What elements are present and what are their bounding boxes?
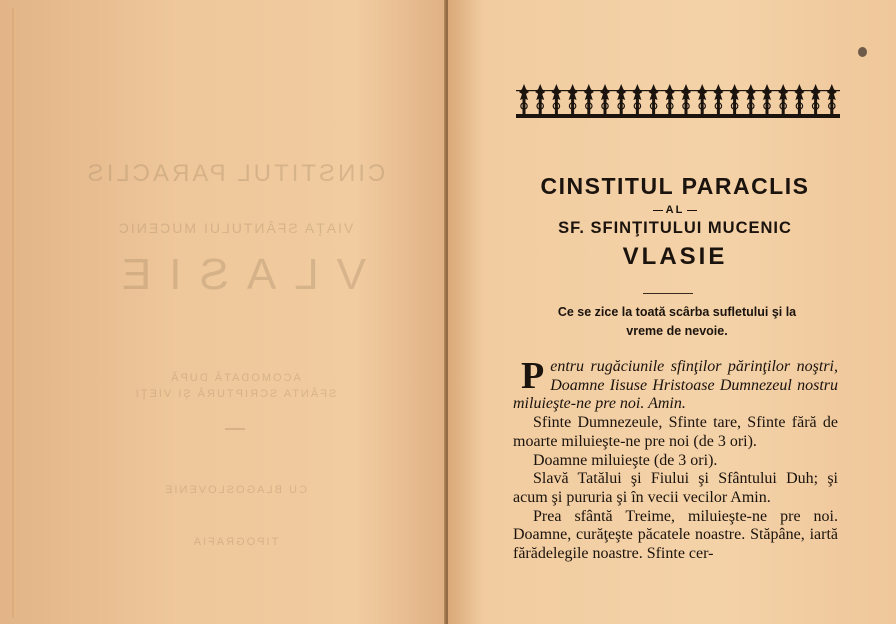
document-subtitle: SF. SFINŢITULUI MUCENIC — [558, 219, 792, 237]
ghost-name: VLASIE — [103, 250, 367, 299]
prayer-body — [513, 355, 838, 564]
paragraph-1-text: entru rugăciunile sfinţilor părinţilor noştri, Doamne Iisuse Hristoase Dumnezeul nostru miluieşte-ne pre noi. Amin. — [513, 358, 838, 413]
ghost-line-6: CU BLAGOSLOVENIE — [163, 484, 307, 496]
prayer-paragraph-1 — [513, 355, 838, 414]
prayer-paragraph-5: Prea sfântă Treime, miluieşte-ne pre noi. Doamne, curăţeşte păcatele noastre. Stăpâne, iartă fărădelegile noastre. Sfinte cer- — [513, 507, 838, 563]
drop-cap: P — [521, 355, 545, 397]
title-connector — [470, 204, 880, 216]
rubric-line-1: Ce se zice la toată scârba sufletului şi la — [557, 305, 797, 319]
ghost-line-4: ACOMODATĂ DUPĂ — [169, 372, 301, 384]
decorative-border-ornament — [516, 80, 840, 122]
prayer-paragraph-4: Slavă Tatălui şi Fiului şi Sfântului Duh; şi acum şi pururia şi în vecii vecilor Amin. — [513, 470, 838, 506]
connector-dash-left — [653, 210, 663, 211]
prayer-paragraph-2: Sfinte Dumnezeule, Sfinte tare, Sfinte fără de moarte miluieşte-ne pre noi (de 3 ori). — [513, 414, 838, 450]
ghost-line-5: SFÂNTA SCRIPTURĂ ŞI VIEŢI — [133, 388, 337, 400]
prayer-paragraph-3: Doamne miluieşte (de 3 ori). — [533, 451, 718, 469]
rubric-line-2: vreme de nevoie. — [626, 324, 728, 338]
title-separator-rule — [643, 293, 693, 294]
ghost-line-7: TIPOGRAFIA — [191, 536, 279, 548]
ghost-subtitle: VIAŢA SFÂNTULUI MUCENIC — [116, 220, 354, 236]
page-edge-shadow — [12, 8, 16, 618]
binding-hole — [858, 47, 867, 57]
ghost-dash — [225, 428, 245, 430]
left-page — [0, 0, 446, 624]
document-title: CINSTITUL PARACLIS — [540, 173, 810, 199]
bleed-through-text — [50, 150, 420, 548]
saint-name: VLASIE — [622, 243, 728, 270]
rubric-heading — [512, 303, 842, 341]
connector-dash-right — [687, 210, 697, 211]
connector-text: AL — [665, 204, 685, 216]
ghost-title: CINSTITUL PARACLIS — [84, 160, 386, 187]
